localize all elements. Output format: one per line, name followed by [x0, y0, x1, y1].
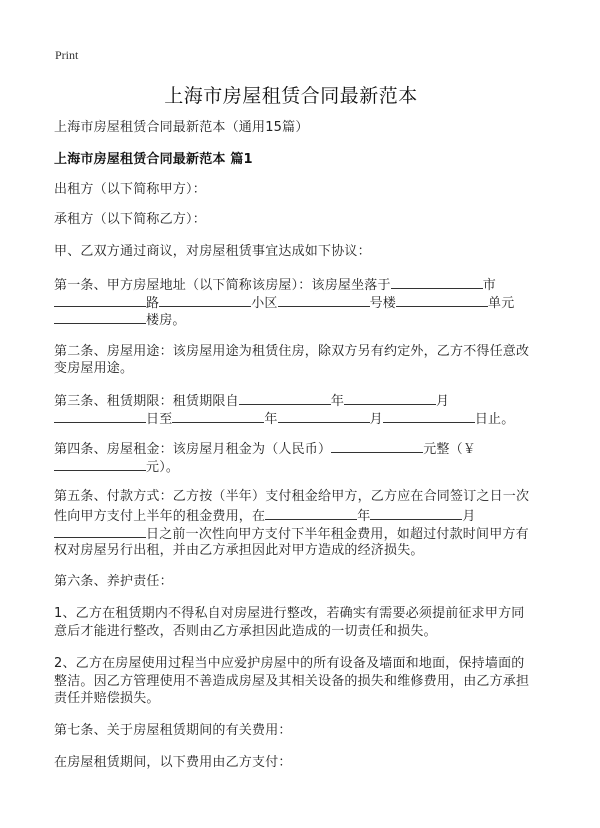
- text-segment: 单元: [488, 296, 515, 311]
- text-segment: 年: [330, 394, 345, 409]
- paragraph-line: [54, 457, 179, 476]
- paragraph-line: [54, 360, 133, 377]
- text-segment: 在房屋租赁期间，以下费用由乙方支付：: [54, 755, 292, 770]
- text-segment: 承租方（以下简称乙方）：: [54, 212, 206, 227]
- text-segment: 性向甲方支付上半年的租金费用，在: [54, 509, 266, 524]
- text-segment: 上海市房屋租赁合同最新范本（通用15篇）: [54, 120, 309, 135]
- text-segment: 第五条、付款方式：乙方按（半年）支付租金给甲方，乙方应在合同签订之日一次: [54, 489, 530, 504]
- paragraph-line: [54, 211, 206, 228]
- text-segment: 第四条、房屋租金：该房屋月租金为（人民币）: [54, 442, 332, 457]
- fill-in-blank: [344, 391, 436, 405]
- paragraph-line: [54, 409, 514, 428]
- text-segment: 第七条、关于房屋租赁期间的有关费用：: [54, 723, 292, 738]
- paragraph-line: [54, 542, 424, 559]
- text-segment: 第一条、甲方房屋地址（以下简称该房屋）：该房屋坐落于: [54, 278, 391, 293]
- text-segment: 责任并赔偿损失。: [54, 691, 160, 706]
- text-segment: 权对房屋另行出租，并由乙方承担因此对甲方造成的经济损失。: [54, 543, 424, 558]
- paragraph-line: [54, 673, 529, 690]
- paragraph-line: [54, 623, 437, 640]
- fill-in-blank: [54, 310, 146, 324]
- fill-in-blank: [54, 457, 146, 471]
- text-segment: 路: [146, 296, 160, 311]
- paragraph-line: [54, 310, 186, 329]
- paragraph-line: [54, 690, 160, 707]
- text-segment: 年: [264, 412, 278, 427]
- paragraph-line: [54, 181, 206, 198]
- paragraph-line: [54, 275, 496, 294]
- text-segment: 元）。: [146, 460, 180, 475]
- paragraph-line: [54, 391, 449, 410]
- fill-in-blank: [172, 409, 264, 423]
- print-link[interactable]: Print: [55, 48, 79, 62]
- text-segment: 月: [369, 412, 383, 427]
- paragraph-line: [54, 119, 309, 136]
- text-segment: 楼房。: [146, 313, 186, 328]
- document-title: 上海市房屋租赁合同最新范本: [164, 85, 418, 107]
- fill-in-blank: [396, 293, 488, 307]
- text-segment: 市: [482, 278, 496, 293]
- paragraph-line: [54, 573, 173, 590]
- text-segment: 年: [357, 509, 371, 524]
- text-segment: 月: [462, 509, 476, 524]
- text-segment: 上海市房屋租赁合同最新范本 篇1: [54, 152, 253, 167]
- paragraph-line: [54, 524, 529, 543]
- paragraph-line: [54, 754, 292, 771]
- text-segment: 变房屋用途。: [54, 361, 134, 376]
- text-segment: 号楼: [369, 296, 397, 311]
- text-segment: 第三条、租赁期限：租赁期限自: [54, 394, 239, 409]
- paragraph-line: [54, 343, 529, 360]
- fill-in-blank: [278, 409, 370, 423]
- text-segment: 出租方（以下简称甲方）：: [54, 182, 206, 197]
- fill-in-blank: [391, 275, 483, 289]
- text-segment: 日之前一次性向甲方支付下半年租金费用，如超过付款时间甲方有: [146, 527, 529, 542]
- paragraph-line: [54, 506, 476, 525]
- paragraph-line: [54, 605, 524, 622]
- text-segment: 2、乙方在房屋使用过程当中应爱护房屋中的所有设备及墙面和地面，保持墙面的: [54, 656, 525, 671]
- paragraph-line: [54, 243, 371, 260]
- text-segment: 日止。: [474, 412, 515, 427]
- paragraph-line: [54, 488, 529, 505]
- fill-in-blank: [54, 293, 146, 307]
- text-segment: 元整（￥: [423, 442, 477, 457]
- text-segment: 小区: [251, 296, 278, 311]
- paragraph-line: [54, 655, 524, 672]
- text-segment: 1、乙方在租赁期内不得私自对房屋进行整改，若确实有需要必须提前征求甲方同: [54, 606, 525, 621]
- text-segment: 月: [436, 394, 450, 409]
- fill-in-blank: [159, 293, 251, 307]
- text-segment: 第六条、养护责任：: [54, 574, 173, 589]
- text-segment: 甲、乙双方通过商议，对房屋租赁事宜达成如下协议：: [54, 244, 371, 259]
- fill-in-blank: [331, 439, 423, 453]
- fill-in-blank: [54, 409, 146, 423]
- fill-in-blank: [383, 409, 475, 423]
- text-segment: 第二条、房屋用途：该房屋用途为租赁住房，除双方另有约定外，乙方不得任意改: [54, 344, 530, 359]
- fill-in-blank: [54, 524, 146, 538]
- fill-in-blank: [278, 293, 370, 307]
- fill-in-blank: [370, 506, 462, 520]
- section-heading-line: [54, 151, 253, 168]
- text-segment: 日至: [146, 412, 173, 427]
- paragraph-line: [54, 722, 292, 739]
- fill-in-blank: [239, 391, 331, 405]
- text-segment: 意后才能进行整改，否则由乙方承担因此造成的一切责任和损失。: [54, 624, 437, 639]
- paragraph-line: [54, 439, 476, 458]
- fill-in-blank: [265, 506, 357, 520]
- text-segment: 整洁。因乙方管理使用不善造成房屋及其相关设备的损失和维修费用，由乙方承担: [54, 674, 530, 689]
